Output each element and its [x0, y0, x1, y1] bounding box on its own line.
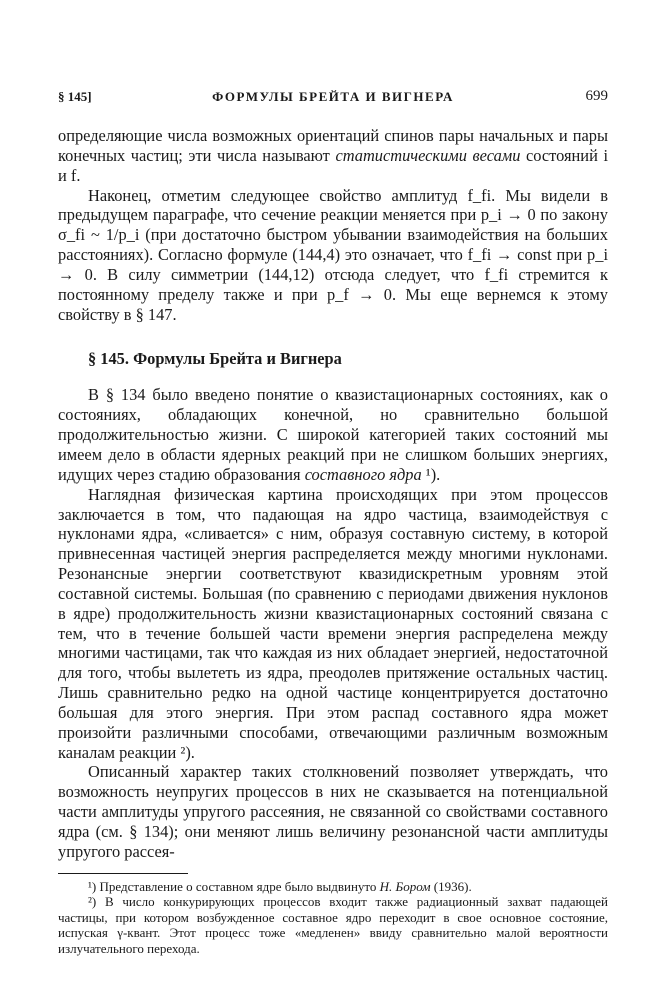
paragraph-continuation [58, 126, 608, 186]
footnote-text: ¹) Представление о составном ядре было выдвинуто [88, 878, 380, 894]
running-header [58, 89, 608, 109]
footnote-author: Н. Бором [379, 878, 431, 894]
footnote-2: ²) В число конкурирующих процессов входит также радиационный захват падающей частицы, при котором возбужденное составное ядро переходит в свое основное состояние, испуская γ-квант. Этот процесс тоже «медленен» ввиду сравнительно малой вероятности излучательного перехода. [58, 894, 608, 957]
paragraph-text: В § 134 было введено понятие о квазистационарных состояниях, как о состояниях, обладающих конечной, но сравнительно большой продолжительностью жизни. С широкой категорией таких состояний мы имеем дело в области ядерных реакций при не слишком больших энергиях, идущих через стадию образования [58, 385, 608, 484]
paragraph-amplitude-property: Наконец, отметим следующее свойство амплитуд f_fi. Мы видели в предыдущем параграфе, что сечение реакции меняется при p_i → 0 по закону σ_fi ~ 1/p_i (при достаточно быстром убывании взаимодействия на больших расстояниях). Согласно формуле (144,4) это означает, что f_fi → const при p_i → 0. В силу симметрии (144,12) отсюда следует, что f_fi стремится к постоянному пределу также и при p_f → 0. Мы еще вернемся к этому свойству в § 147. [58, 185, 608, 324]
header-section-mark: § 145] [58, 89, 92, 104]
italic-term: статистическими весами [335, 145, 521, 165]
paragraph-quasistationary [58, 385, 608, 484]
paragraph-text-end: состояний i и f. [58, 145, 608, 185]
paragraph-text: определяющие числа возможных ориентаций спинов пары начальных и пары конечных частиц; эти числа называют [58, 126, 608, 165]
paragraph-physical-picture: Наглядная физическая картина происходящих при этом процессов заключается в том, что падающая на ядро частица, взаимодействуя с нуклонами ядра, «сливается» с ним, образуя составную систему, в которой привнесенная частицей энергия распределяется между многими нуклонами. Резонансные энергии соответствуют квазидискретным уровням этой составной системы. Большая (по сравнению с периодами движения нуклонов в ядре) продолжительность жизни квазистационарных состояний связана с тем, что в течение большей части времени энергия распределена между многими частицами, так что каждая из них обладает энергией, недостаточной для того, чтобы вылететь из ядра, преодолев притяжение остальных частиц. Лишь сравнительно редко на одной частице концентрируется достаточно большая для этого энергия. При этом распад составного ядра может произойти различными способами, отвечающими различным возможным каналам реакции ²). [58, 484, 608, 762]
italic-term: составного ядра [304, 464, 422, 484]
header-title: ФОРМУЛЫ БРЕЙТА И ВИГНЕРА [212, 89, 454, 104]
footnote-divider [58, 873, 188, 874]
paragraph-text-end: ¹). [421, 464, 441, 484]
footnote-1 [58, 879, 608, 895]
footnote-text-end: (1936). [430, 878, 472, 894]
section-heading: § 145. Формулы Брейта и Вигнера [88, 349, 342, 369]
paragraph-collision-character: Описанный характер таких столкновений позволяет утверждать, что возможность неупругих процессов в них не сказывается на потенциальной части амплитуды упругого рассеяния, не связанной со свойствами составного ядра (см. § 134); они меняют лишь величину резонансной части амплитуды упругого рассея- [58, 762, 608, 861]
page-body [58, 126, 608, 957]
page-number: 699 [585, 88, 608, 104]
